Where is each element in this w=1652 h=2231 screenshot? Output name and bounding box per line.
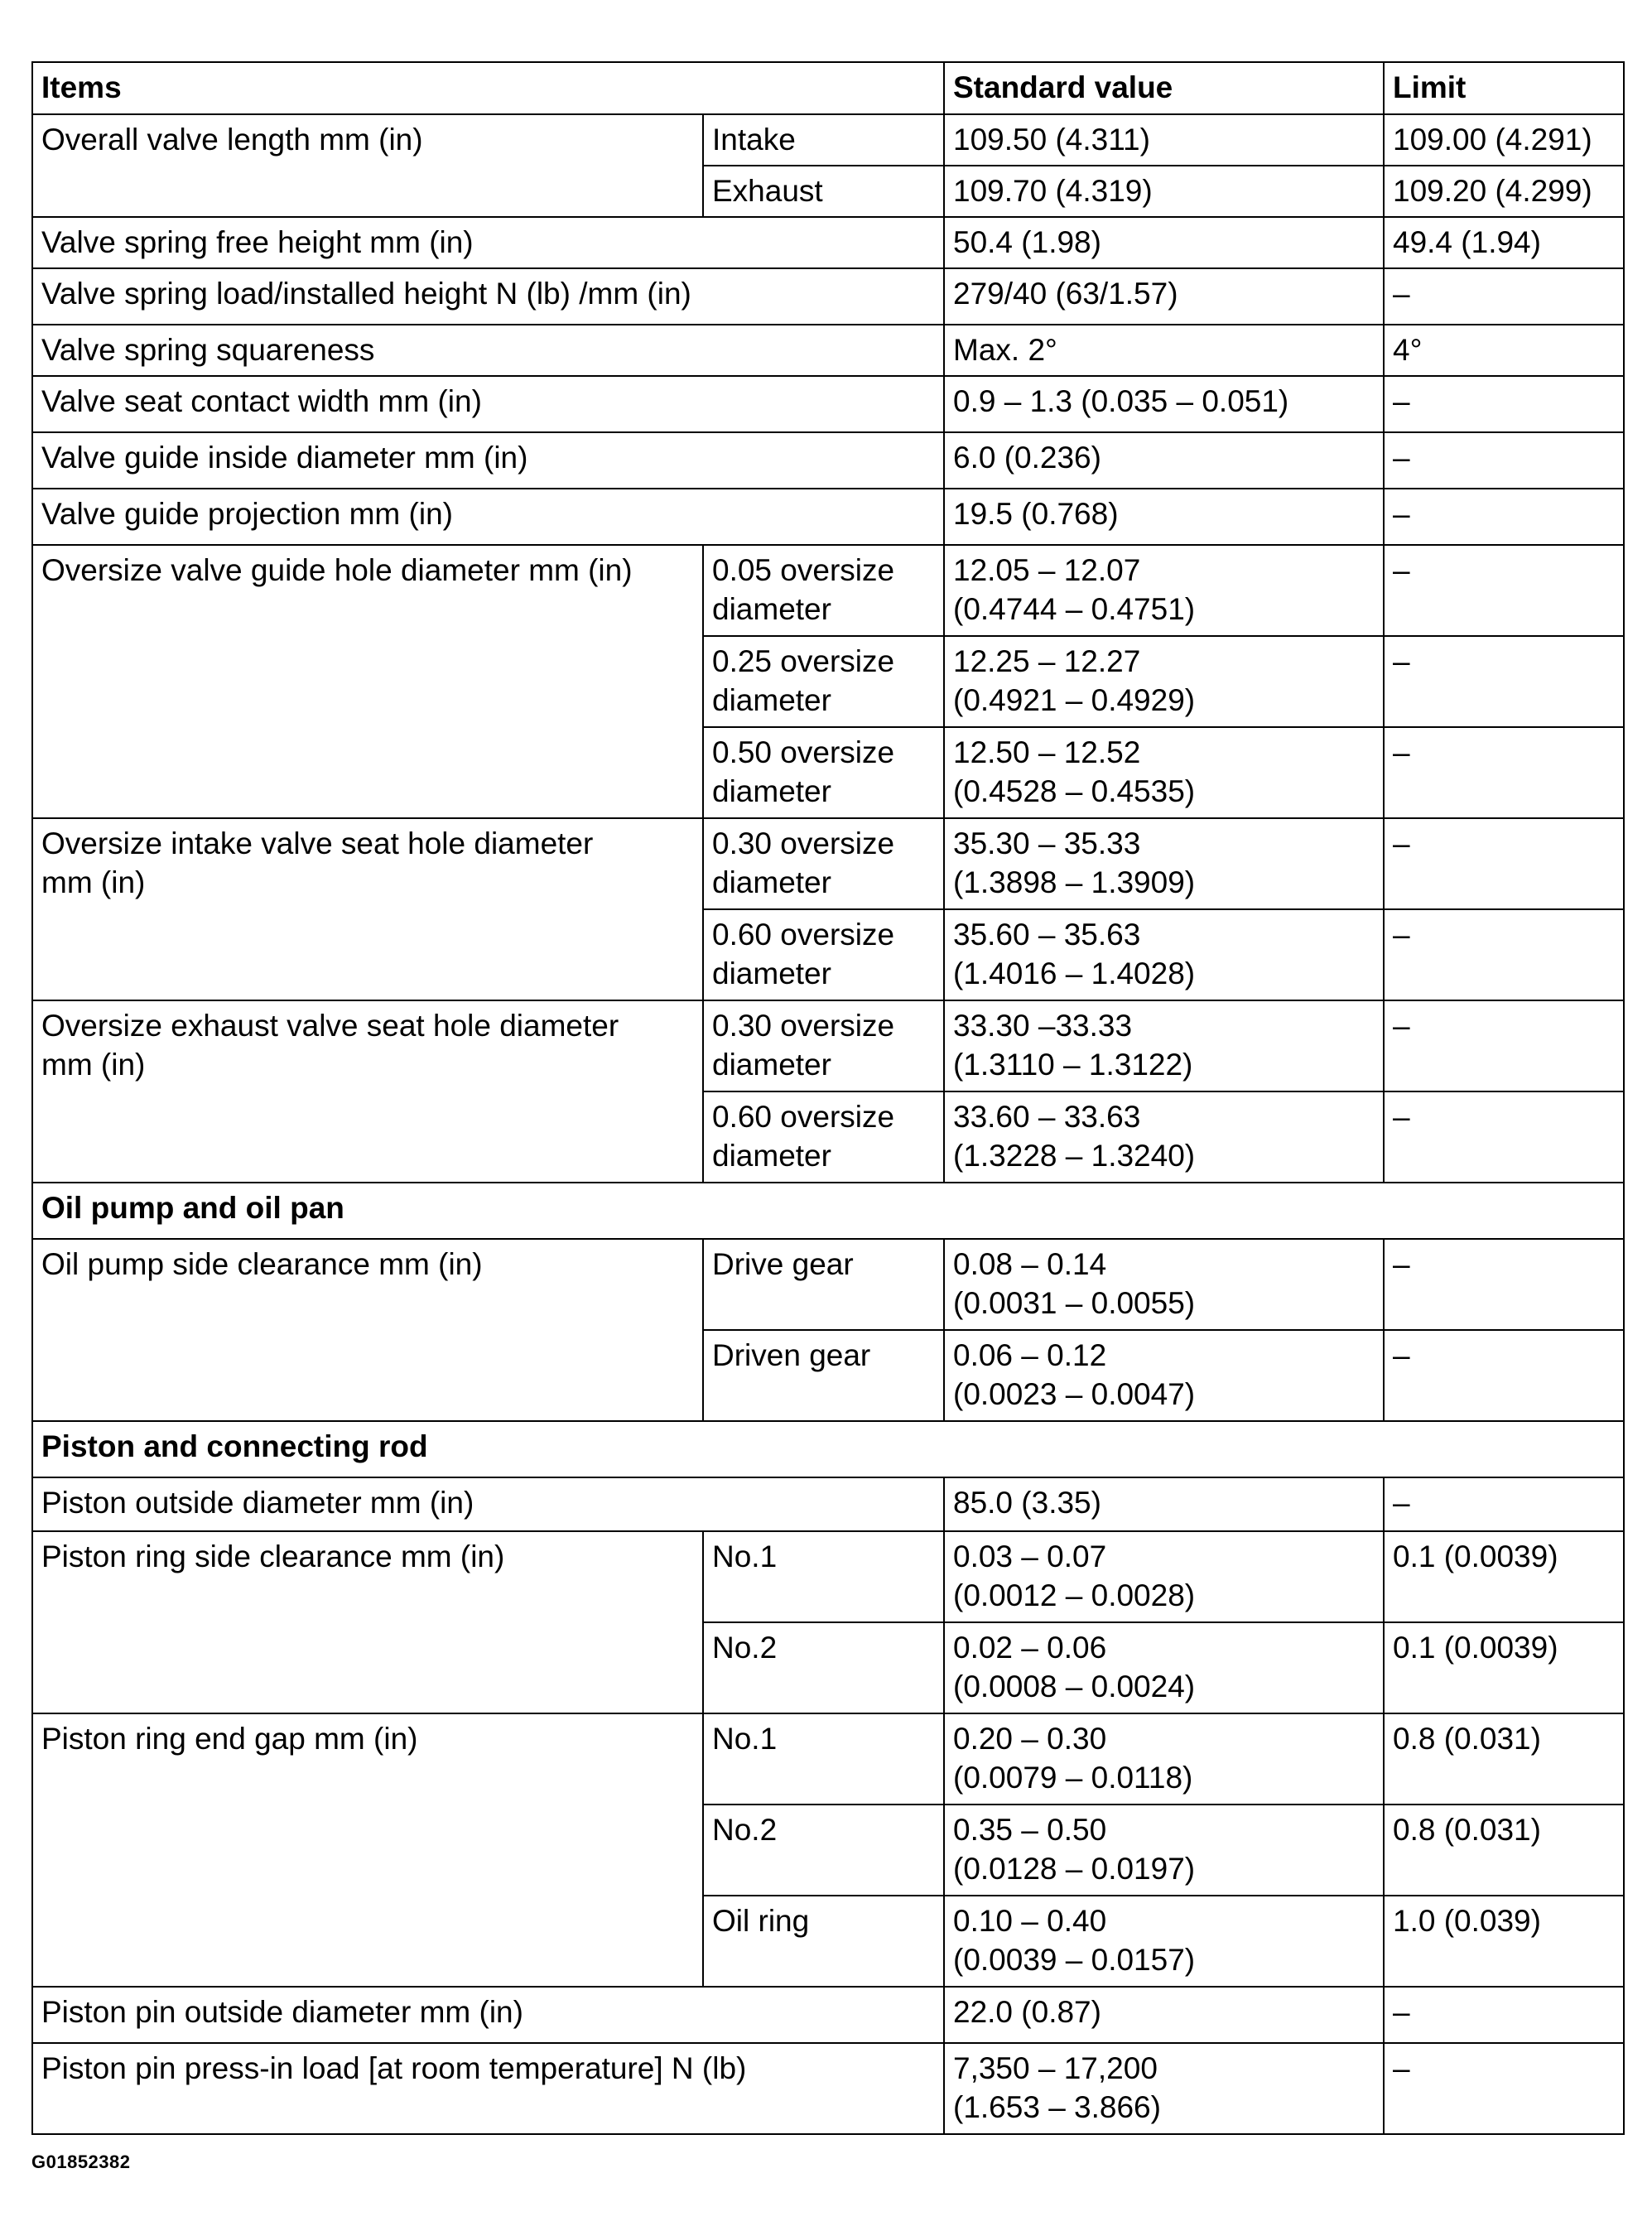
standard-value-cell: 0.03 – 0.07 (0.0012 – 0.0028) bbox=[944, 1531, 1384, 1622]
standard-value-cell: 0.35 – 0.50 (0.0128 – 0.0197) bbox=[944, 1805, 1384, 1896]
item-cell: Oil pump side clearance mm (in) bbox=[32, 1239, 703, 1421]
item-cell: Piston pin press-in load [at room temperature] N (lb) bbox=[32, 2043, 944, 2134]
limit-cell: 0.8 (0.031) bbox=[1384, 1713, 1624, 1805]
standard-value-cell: 33.60 – 33.63 (1.3228 – 1.3240) bbox=[944, 1091, 1384, 1183]
section-title: Oil pump and oil pan bbox=[32, 1183, 1624, 1239]
sub-item-cell: 0.05 oversize diameter bbox=[703, 545, 944, 636]
standard-value-cell: 12.05 – 12.07 (0.4744 – 0.4751) bbox=[944, 545, 1384, 636]
sub-item-cell: 0.60 oversize diameter bbox=[703, 909, 944, 1000]
table-row bbox=[32, 545, 1624, 636]
limit-cell: 109.20 (4.299) bbox=[1384, 166, 1624, 217]
table-row bbox=[32, 1713, 1624, 1805]
standard-value-cell: 85.0 (3.35) bbox=[944, 1477, 1384, 1531]
limit-cell: – bbox=[1384, 1091, 1624, 1183]
sub-item-cell: Oil ring bbox=[703, 1896, 944, 1987]
item-cell: Oversize exhaust valve seat hole diameter mm (in) bbox=[32, 1000, 703, 1183]
sub-item-cell: No.2 bbox=[703, 1622, 944, 1713]
limit-cell: – bbox=[1384, 727, 1624, 818]
standard-value-cell: 12.25 – 12.27 (0.4921 – 0.4929) bbox=[944, 636, 1384, 727]
header-standard-value: Standard value bbox=[944, 62, 1384, 114]
standard-value-cell: 22.0 (0.87) bbox=[944, 1987, 1384, 2043]
item-cell: Valve seat contact width mm (in) bbox=[32, 376, 944, 432]
table-row bbox=[32, 1531, 1624, 1622]
item-cell: Valve spring load/installed height N (lb) /mm (in) bbox=[32, 268, 944, 325]
item-cell: Piston outside diameter mm (in) bbox=[32, 1477, 944, 1531]
table-row bbox=[32, 1477, 1624, 1531]
standard-value-cell: 279/40 (63/1.57) bbox=[944, 268, 1384, 325]
standard-value-cell: Max. 2° bbox=[944, 325, 1384, 376]
standard-value-cell: 0.9 – 1.3 (0.035 – 0.051) bbox=[944, 376, 1384, 432]
limit-cell: – bbox=[1384, 432, 1624, 489]
sub-item-cell: Drive gear bbox=[703, 1239, 944, 1330]
header-items: Items bbox=[32, 62, 944, 114]
limit-cell: 49.4 (1.94) bbox=[1384, 217, 1624, 268]
item-cell: Oversize intake valve seat hole diameter mm (in) bbox=[32, 818, 703, 1000]
figure-id-label: G01852382 bbox=[31, 2151, 131, 2172]
table-row bbox=[32, 376, 1624, 432]
standard-value-cell: 12.50 – 12.52 (0.4528 – 0.4535) bbox=[944, 727, 1384, 818]
standard-value-cell: 35.30 – 35.33 (1.3898 – 1.3909) bbox=[944, 818, 1384, 909]
standard-value-cell: 0.06 – 0.12 (0.0023 – 0.0047) bbox=[944, 1330, 1384, 1421]
sub-item-cell: No.1 bbox=[703, 1713, 944, 1805]
sub-item-cell: Exhaust bbox=[703, 166, 944, 217]
standard-value-cell: 0.02 – 0.06 (0.0008 – 0.0024) bbox=[944, 1622, 1384, 1713]
limit-cell: – bbox=[1384, 545, 1624, 636]
item-cell: Valve spring free height mm (in) bbox=[32, 217, 944, 268]
table-row bbox=[32, 325, 1624, 376]
limit-cell: – bbox=[1384, 1987, 1624, 2043]
standard-value-cell: 50.4 (1.98) bbox=[944, 217, 1384, 268]
sub-item-cell: 0.60 oversize diameter bbox=[703, 1091, 944, 1183]
standard-value-cell: 19.5 (0.768) bbox=[944, 489, 1384, 545]
sub-item-cell: No.1 bbox=[703, 1531, 944, 1622]
sub-item-cell: No.2 bbox=[703, 1805, 944, 1896]
standard-value-cell: 0.08 – 0.14 (0.0031 – 0.0055) bbox=[944, 1239, 1384, 1330]
standard-value-cell: 0.10 – 0.40 (0.0039 – 0.0157) bbox=[944, 1896, 1384, 1987]
section-header-row bbox=[32, 1183, 1624, 1239]
limit-cell: – bbox=[1384, 1330, 1624, 1421]
standard-value-cell: 109.70 (4.319) bbox=[944, 166, 1384, 217]
item-cell: Valve guide projection mm (in) bbox=[32, 489, 944, 545]
limit-cell: – bbox=[1384, 376, 1624, 432]
table-row bbox=[32, 1987, 1624, 2043]
standard-value-cell: 35.60 – 35.63 (1.4016 – 1.4028) bbox=[944, 909, 1384, 1000]
sub-item-cell: Intake bbox=[703, 114, 944, 166]
sub-item-cell: 0.30 oversize diameter bbox=[703, 1000, 944, 1091]
limit-cell: – bbox=[1384, 268, 1624, 325]
sub-item-cell: Driven gear bbox=[703, 1330, 944, 1421]
table-row bbox=[32, 432, 1624, 489]
table-row bbox=[32, 268, 1624, 325]
limit-cell: 0.1 (0.0039) bbox=[1384, 1622, 1624, 1713]
limit-cell: – bbox=[1384, 1477, 1624, 1531]
limit-cell: – bbox=[1384, 818, 1624, 909]
table-row bbox=[32, 114, 1624, 166]
table-row bbox=[32, 489, 1624, 545]
limit-cell: – bbox=[1384, 2043, 1624, 2134]
standard-value-cell: 33.30 –33.33 (1.3110 – 1.3122) bbox=[944, 1000, 1384, 1091]
table-header-row bbox=[32, 62, 1624, 114]
limit-cell: 1.0 (0.039) bbox=[1384, 1896, 1624, 1987]
table-row bbox=[32, 818, 1624, 909]
sub-item-cell: 0.25 oversize diameter bbox=[703, 636, 944, 727]
table-row bbox=[32, 2043, 1624, 2134]
section-header-row bbox=[32, 1421, 1624, 1477]
standard-value-cell: 0.20 – 0.30 (0.0079 – 0.0118) bbox=[944, 1713, 1384, 1805]
limit-cell: – bbox=[1384, 909, 1624, 1000]
item-cell: Oversize valve guide hole diameter mm (in) bbox=[32, 545, 703, 818]
section-title: Piston and connecting rod bbox=[32, 1421, 1624, 1477]
item-cell: Valve guide inside diameter mm (in) bbox=[32, 432, 944, 489]
sub-item-cell: 0.50 oversize diameter bbox=[703, 727, 944, 818]
item-cell: Piston pin outside diameter mm (in) bbox=[32, 1987, 944, 2043]
limit-cell: 0.8 (0.031) bbox=[1384, 1805, 1624, 1896]
limit-cell: – bbox=[1384, 636, 1624, 727]
limit-cell: – bbox=[1384, 1239, 1624, 1330]
standard-value-cell: 7,350 – 17,200 (1.653 – 3.866) bbox=[944, 2043, 1384, 2134]
item-cell: Overall valve length mm (in) bbox=[32, 114, 703, 217]
standard-value-cell: 109.50 (4.311) bbox=[944, 114, 1384, 166]
item-cell: Piston ring end gap mm (in) bbox=[32, 1713, 703, 1987]
sub-item-cell: 0.30 oversize diameter bbox=[703, 818, 944, 909]
table-row bbox=[32, 1000, 1624, 1091]
limit-cell: 0.1 (0.0039) bbox=[1384, 1531, 1624, 1622]
standard-value-cell: 6.0 (0.236) bbox=[944, 432, 1384, 489]
service-spec-table bbox=[31, 61, 1625, 2135]
header-limit: Limit bbox=[1384, 62, 1624, 114]
limit-cell: 4° bbox=[1384, 325, 1624, 376]
item-cell: Valve spring squareness bbox=[32, 325, 944, 376]
table-row bbox=[32, 217, 1624, 268]
limit-cell: – bbox=[1384, 489, 1624, 545]
limit-cell: – bbox=[1384, 1000, 1624, 1091]
table-row bbox=[32, 1239, 1624, 1330]
item-cell: Piston ring side clearance mm (in) bbox=[32, 1531, 703, 1713]
limit-cell: 109.00 (4.291) bbox=[1384, 114, 1624, 166]
